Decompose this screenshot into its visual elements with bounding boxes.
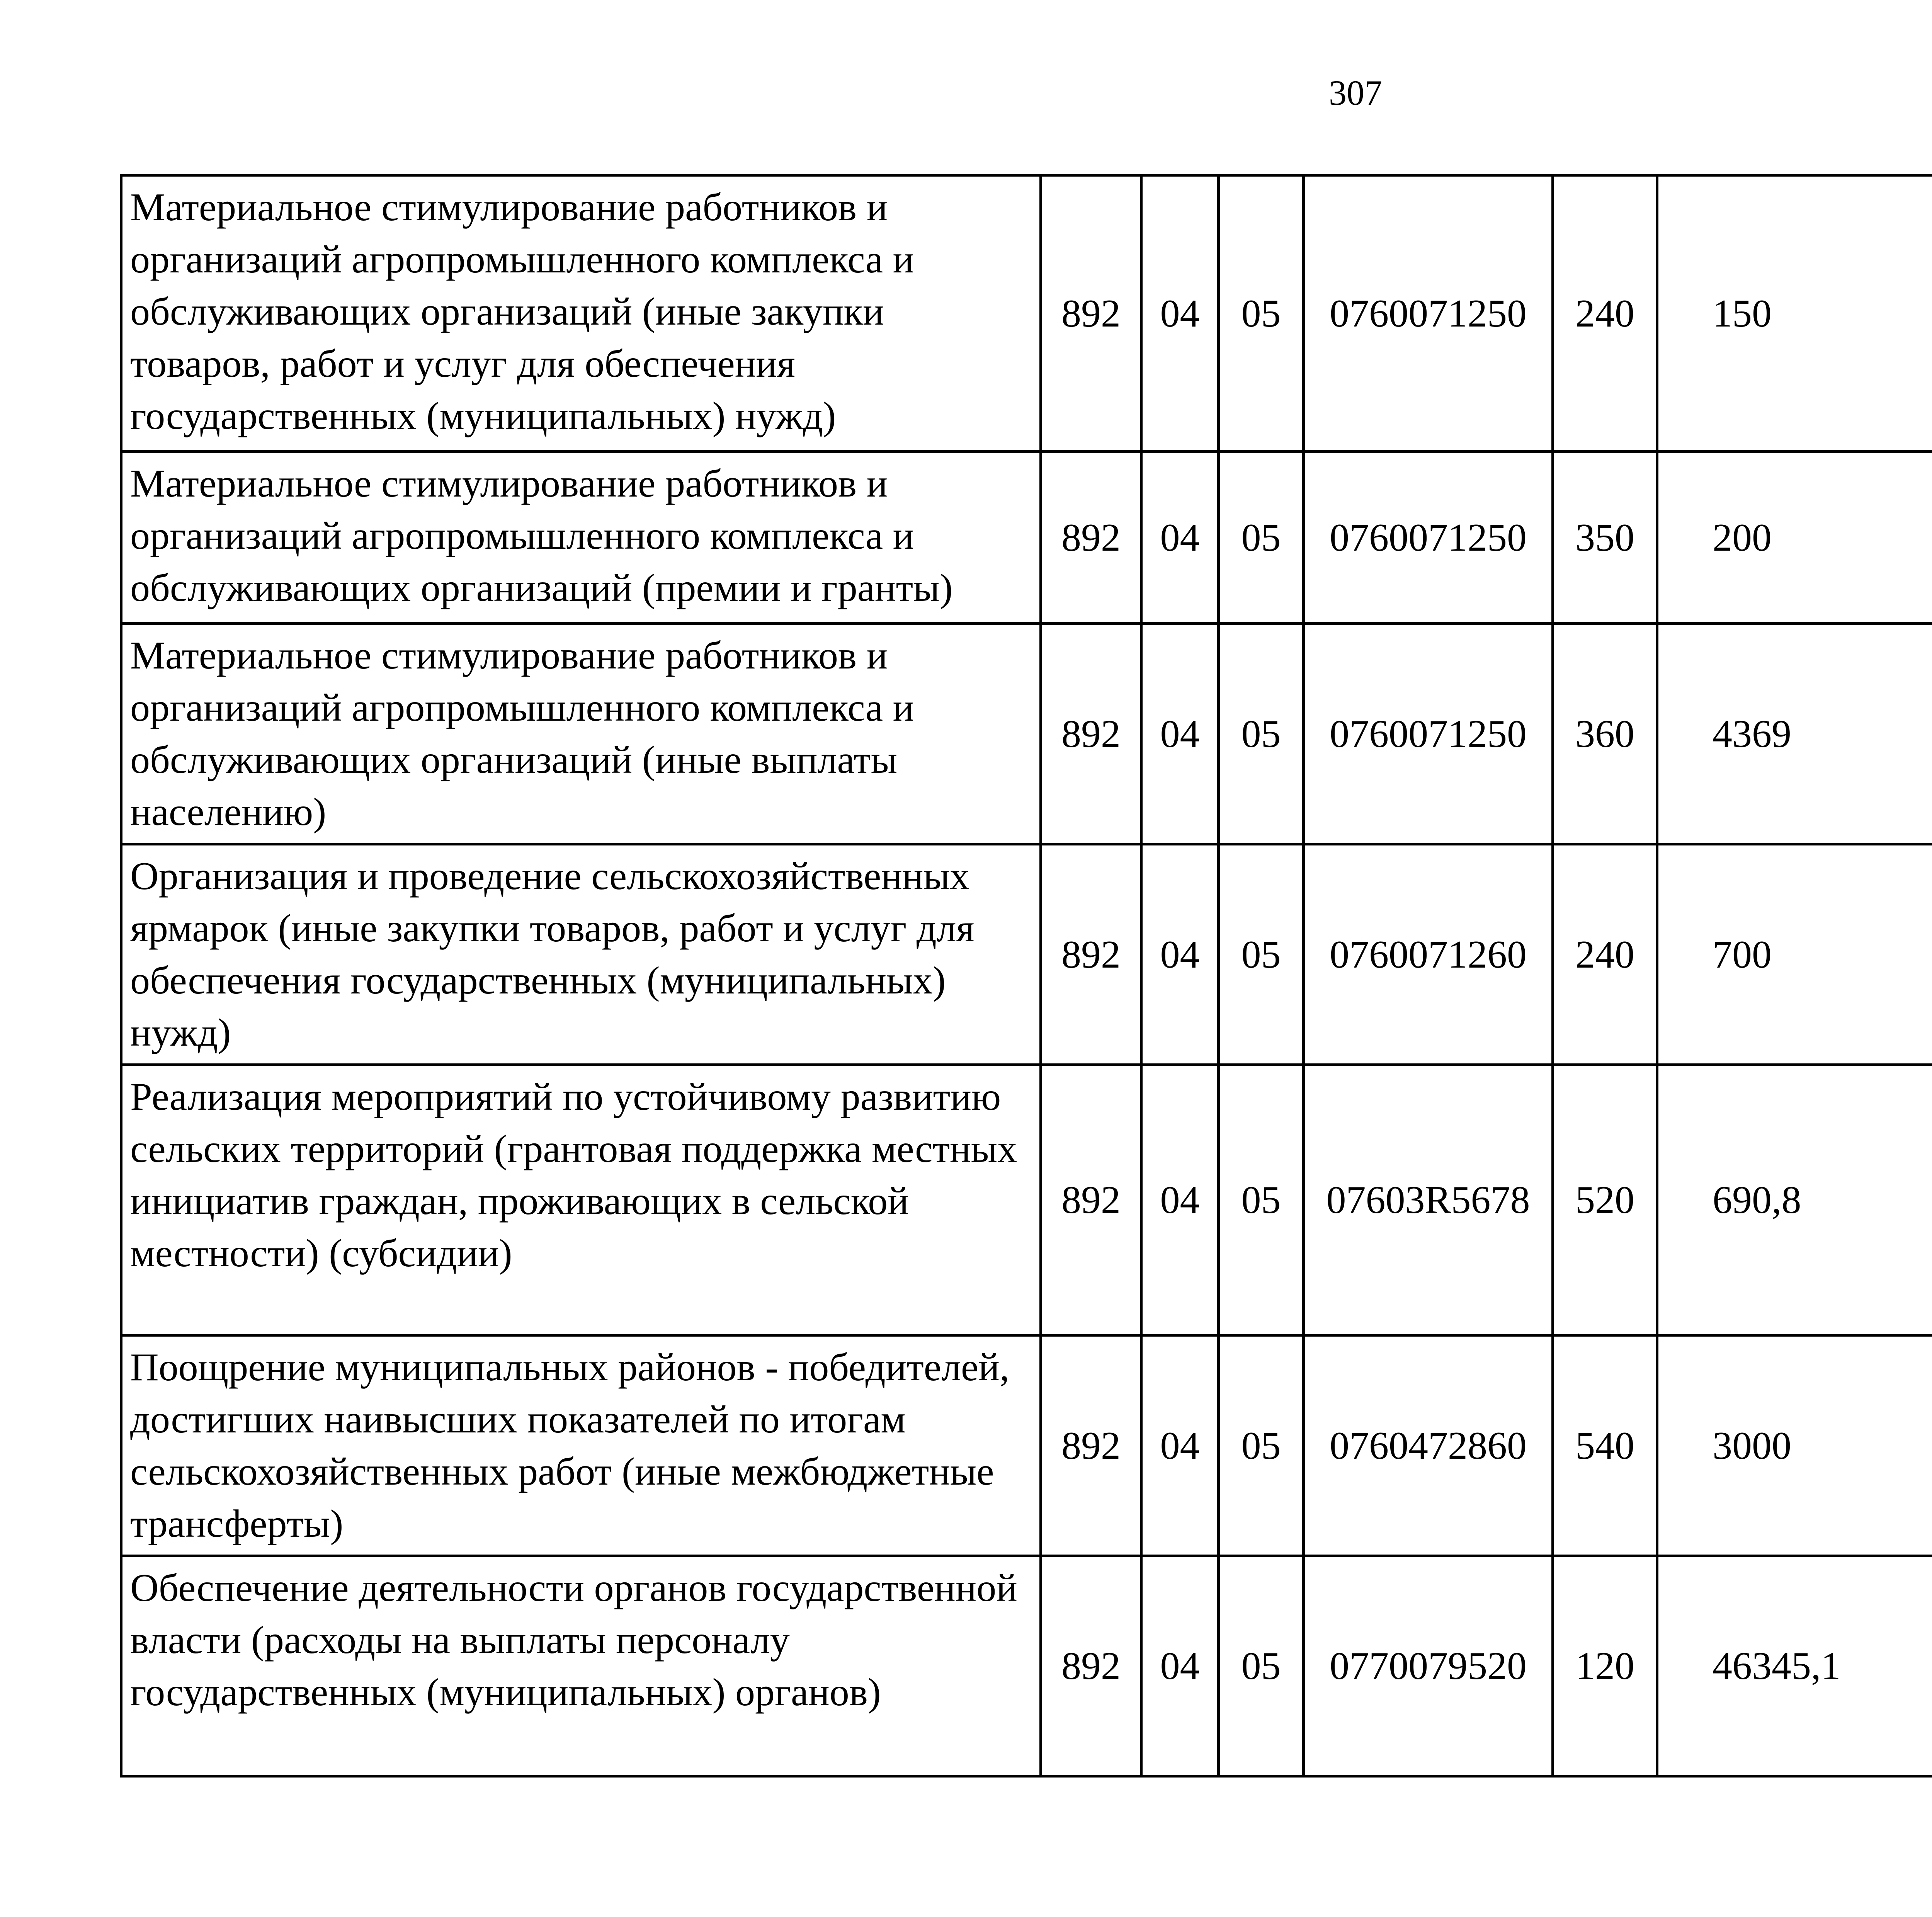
ministry-code: 892 (1041, 1556, 1141, 1776)
amount-year-1: 4369 (1657, 624, 1932, 844)
expense-type-code: 360 (1553, 624, 1657, 844)
subsection-code: 05 (1219, 1556, 1304, 1776)
target-article-code: 0760071260 (1304, 844, 1553, 1065)
expense-type-code: 520 (1553, 1065, 1657, 1335)
section-code: 04 (1141, 624, 1219, 844)
target-article-code: 07603R5678 (1304, 1065, 1553, 1335)
row-description: Организация и проведение сельскохозяйственных ярмарок (иные закупки товаров, работ и услуг для обеспечения государственных (муниципальных) нужд) (121, 844, 1041, 1065)
subsection-code: 05 (1219, 844, 1304, 1065)
amount-year-1: 3000 (1657, 1335, 1932, 1556)
ministry-code: 892 (1041, 624, 1141, 844)
subsection-code: 05 (1219, 175, 1304, 452)
section-code: 04 (1141, 1556, 1219, 1776)
target-article-code: 0760071250 (1304, 175, 1553, 452)
subsection-code: 05 (1219, 1065, 1304, 1335)
section-code: 04 (1141, 1065, 1219, 1335)
table-row (121, 624, 1932, 844)
row-description: Поощрение муниципальных районов - победителей, достигших наивысших показателей по итогам сельскохозяйственных работ (иные межбюджетные трансферты) (121, 1335, 1041, 1556)
section-code: 04 (1141, 844, 1219, 1065)
subsection-code: 05 (1219, 1335, 1304, 1556)
section-code: 04 (1141, 452, 1219, 624)
section-code: 04 (1141, 1335, 1219, 1556)
ministry-code: 892 (1041, 1065, 1141, 1335)
table-row (121, 844, 1932, 1065)
amount-year-1: 700 (1657, 844, 1932, 1065)
amount-year-1: 200 (1657, 452, 1932, 624)
target-article-code: 0760071250 (1304, 452, 1553, 624)
budget-table (120, 174, 1932, 1778)
expense-type-code: 120 (1553, 1556, 1657, 1776)
subsection-code: 05 (1219, 452, 1304, 624)
target-article-code: 0760071250 (1304, 624, 1553, 844)
row-description: Материальное стимулирование работников и организаций агропромышленного комплекса и обслуживающих организаций (иные закупки товаров, работ и услуг для обеспечения государственных (муниципальных) нужд) (121, 175, 1041, 452)
amount-year-1: 150 (1657, 175, 1932, 452)
subsection-code: 05 (1219, 624, 1304, 844)
row-description: Материальное стимулирование работников и организаций агропромышленного комплекса и обслуживающих организаций (иные выплаты населению) (121, 624, 1041, 844)
table-row (121, 1335, 1932, 1556)
table-row (121, 452, 1932, 624)
ministry-code: 892 (1041, 1335, 1141, 1556)
page-number: 307 (1329, 73, 1382, 112)
target-article-code: 0760472860 (1304, 1335, 1553, 1556)
amount-year-1: 46345,1 (1657, 1556, 1932, 1776)
table-row (121, 1065, 1932, 1335)
ministry-code: 892 (1041, 175, 1141, 452)
table-row (121, 175, 1932, 452)
section-code: 04 (1141, 175, 1219, 452)
expense-type-code: 240 (1553, 844, 1657, 1065)
expense-type-code: 240 (1553, 175, 1657, 452)
table-row (121, 1556, 1932, 1776)
row-description: Обеспечение деятельности органов государственной власти (расходы на выплаты персоналу государственных (муниципальных) органов) (121, 1556, 1041, 1776)
expense-type-code: 350 (1553, 452, 1657, 624)
ministry-code: 892 (1041, 844, 1141, 1065)
expense-type-code: 540 (1553, 1335, 1657, 1556)
ministry-code: 892 (1041, 452, 1141, 624)
row-description: Материальное стимулирование работников и организаций агропромышленного комплекса и обслуживающих организаций (премии и гранты) (121, 452, 1041, 624)
amount-year-1: 690,8 (1657, 1065, 1932, 1335)
target-article-code: 0770079520 (1304, 1556, 1553, 1776)
row-description: Реализация мероприятий по устойчивому развитию сельских территорий (грантовая поддержка местных инициатив граждан, проживающих в сельской местности) (субсидии) (121, 1065, 1041, 1335)
